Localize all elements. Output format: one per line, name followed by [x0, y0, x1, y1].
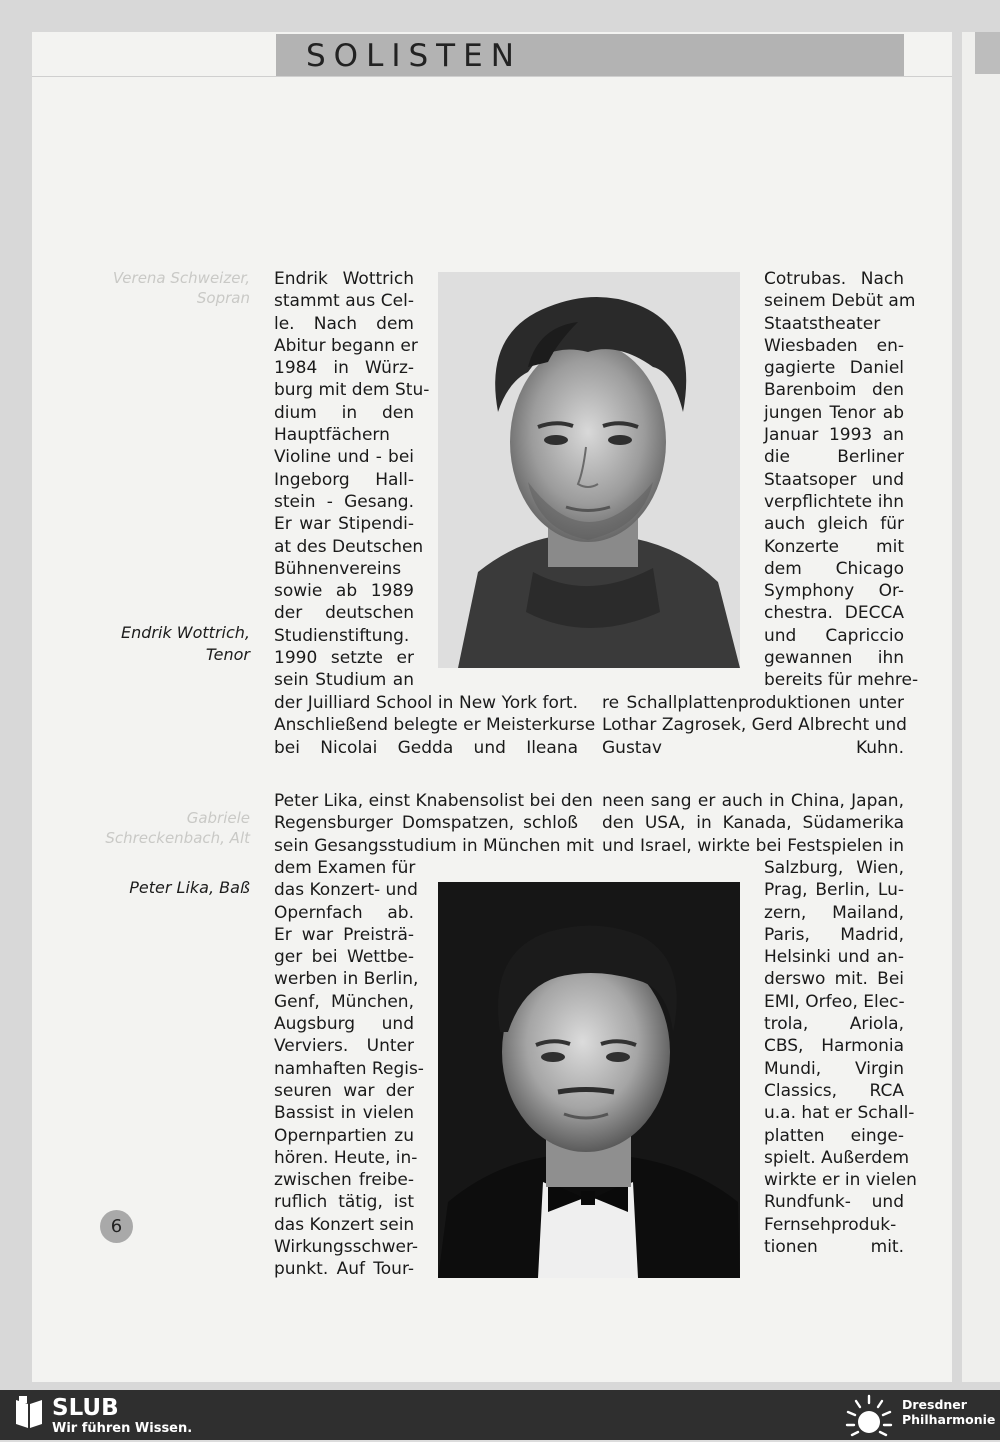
header-rule [32, 76, 952, 77]
partner-name [902, 1397, 995, 1427]
soloist-2-photo [438, 882, 740, 1278]
soloist-2-left-column: dem Examen für das Konzert- und Opernfach ab. Er war Preisträ- ger bei Wettbe- werben in Berlin, Genf, München, Augsburg und Verviers. Unter namhaften Regis- seuren war der Bassist in vielen Opernpartien zu hören. Heute, in- zwischen freibe- ruflich tätig, ist das Konzert sein Wirkungsschwer- punkt. Auf Tour- [274, 858, 424, 1280]
dresdner-philharmonie-sun-icon [844, 1392, 894, 1442]
soloist-2-right-column: Salzburg, Wien, Prag, Berlin, Lu- zern, Mailand, Paris, Madrid, Helsinki und an- derswo mit. Bei EMI, Orfeo, Elec- trola, Ariola, CBS, Harmonia Mundi, Virgin Classics, RCA u.a. hat er Schall- platten einge- spielt. Außerdem wirkte er in vielen Rundfunk- und Fernsehproduk- tionen mit. [764, 858, 917, 1258]
partner-name-line-1: Dresdner [902, 1397, 967, 1412]
soloist-2-right-full: neen sang er auch in China, Japan, den USA, in Kanada, Südamerika und Israel, wirkte bei Festspielen in [602, 791, 904, 856]
page-number-badge: 6 [100, 1210, 133, 1243]
soloist-2-left-full: Peter Lika, einst Knabensolist bei den Regensburger Domspatzen, schloß sein Gesangsstudium in München mit [274, 791, 594, 856]
slub-book-icon [14, 1396, 46, 1434]
soloist-2-caption [60, 877, 250, 899]
soloist-1-right-column: Cotrubas. Nach seinem Debüt am Staatstheater Wiesbaden en- gagierte Daniel Barenboim den jungen Tenor ab Januar 1993 an die Berliner Staatsoper und verpflichtete ihn auch gleich für Konzerte mit dem Chicago Symphony Or- chestra. DECCA und Capriccio gewannen ihn bereits für mehre- [764, 269, 919, 691]
soloist-2-portrait [438, 882, 740, 1278]
soloist-1-right-full: re Schallplattenproduktionen unter Lothar Zagrosek, Gerd Albrecht und Gustav Kuhn. [602, 693, 907, 758]
ghost-caption-2: Gabriele Schreckenbach, Alt [105, 809, 250, 847]
ghost-caption-1: Verena Schweizer, Sopran [112, 269, 250, 307]
library-tagline: Wir führen Wissen. [52, 1421, 193, 1436]
soloist-1-photo [438, 272, 740, 668]
soloist-1-left-column: Endrik Wottrich stammt aus Cel- le. Nach dem Abitur begann er 1984 in Würz- burg mit dem Stu- dium in den Hauptfächern Violine und - bei Ingeborg Hall- stein - Gesang. Er war Stipendi- at des Deutschen Bühnenvereins sowie ab 1989 der deutschen Studienstiftung. 1990 setzte er sein Studium an [274, 269, 430, 691]
adjacent-page-edge [962, 32, 1000, 1382]
soloist-1-portrait [438, 272, 740, 668]
partner-name-line-2: Philharmonie [902, 1412, 996, 1427]
library-name: SLUB [52, 1395, 119, 1421]
adjacent-page-header-strip [975, 32, 1000, 74]
section-title: SOLISTEN [306, 38, 522, 74]
soloist-1-caption [60, 622, 250, 666]
soloist-2-name: Peter Lika, Baß [129, 878, 250, 897]
soloist-1-name: Endrik Wottrich, [121, 623, 250, 642]
soloist-1-left-full: der Juilliard School in New York fort. Anschließend belegte er Meisterkurse bei Nicolai Gedda und Ileana [274, 693, 596, 758]
soloist-1-voice: Tenor [205, 645, 250, 664]
